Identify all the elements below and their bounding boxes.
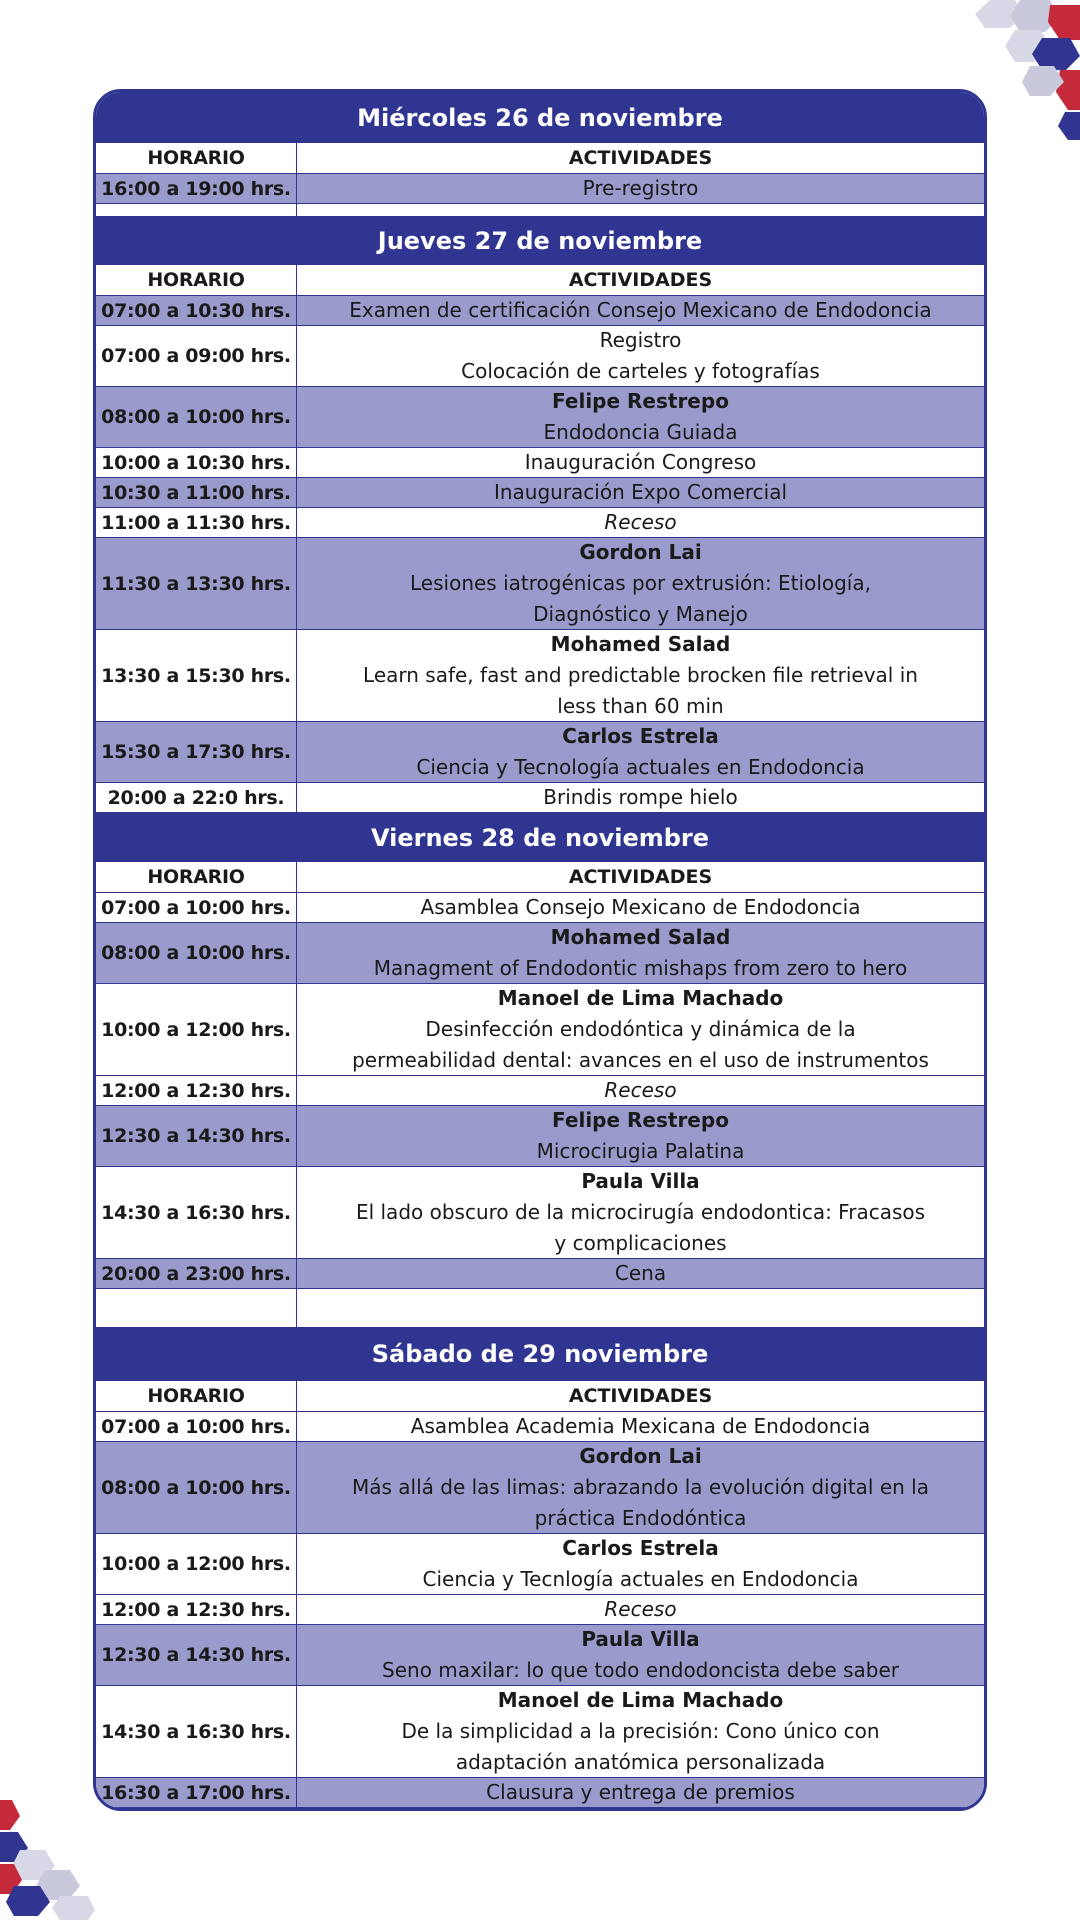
activity-text: less than 60 min <box>557 694 724 718</box>
speaker-name: Manoel de Lima Machado <box>497 986 784 1010</box>
activity-text: práctica Endodóntica <box>534 1506 747 1530</box>
activity-text: El lado obscuro de la microcirugía endodontica: Fracasos <box>355 1200 926 1224</box>
activity-text: Ciencia y Tecnlogía actuales en Endodoncia <box>422 1567 859 1591</box>
speaker-name: Carlos Estrela <box>562 1536 719 1560</box>
schedule-row <box>96 984 984 1076</box>
column-header-time: HORARIO <box>96 862 297 892</box>
speaker-name: Carlos Estrela <box>562 724 719 748</box>
activity-text: Examen de certificación Consejo Mexicano de Endodoncia <box>349 298 932 322</box>
schedule-row <box>96 448 984 478</box>
time-cell: 08:00 a 10:00 hrs. <box>96 387 297 447</box>
time-cell: 08:00 a 10:00 hrs. <box>96 923 297 983</box>
activity-cell <box>297 1259 984 1288</box>
time-cell: 10:00 a 12:00 hrs. <box>96 1534 297 1594</box>
column-header-time: HORARIO <box>96 143 297 173</box>
time-cell: 15:30 a 17:30 hrs. <box>96 722 297 782</box>
activity-cell <box>297 1106 984 1166</box>
spacer-activity-cell <box>297 1289 984 1327</box>
schedule-row <box>96 1442 984 1534</box>
speaker-name: Mohamed Salad <box>550 632 731 656</box>
activity-cell <box>297 984 984 1075</box>
time-cell: 07:00 a 10:00 hrs. <box>96 893 297 922</box>
activity-cell <box>297 893 984 922</box>
activity-text: Registro <box>599 328 682 352</box>
speaker-name: Felipe Restrepo <box>552 1108 729 1132</box>
schedule-row <box>96 326 984 387</box>
schedule-row <box>96 923 984 984</box>
activity-text: Colocación de carteles y fotografías <box>461 359 820 383</box>
activity-text: Desinfección endodóntica y dinámica de la <box>425 1017 856 1041</box>
schedule-row <box>96 783 984 813</box>
activity-cell <box>297 478 984 507</box>
time-cell: 12:00 a 12:30 hrs. <box>96 1076 297 1105</box>
activity-cell <box>297 722 984 782</box>
activity-cell <box>297 448 984 477</box>
schedule-row <box>96 893 984 923</box>
schedule-row <box>96 1778 984 1808</box>
activity-text: Cena <box>614 1261 667 1285</box>
column-header-time: HORARIO <box>96 265 297 295</box>
activity-text: De la simplicidad a la precisión: Cono único con <box>401 1719 880 1743</box>
activity-cell <box>297 923 984 983</box>
activity-text: y complicaciones <box>554 1231 727 1255</box>
speaker-name: Paula Villa <box>581 1627 700 1651</box>
activity-cell <box>297 1778 984 1807</box>
activity-text: Asamblea Academia Mexicana de Endodoncia <box>410 1414 871 1438</box>
column-header-row <box>96 1381 984 1412</box>
column-header-time: HORARIO <box>96 1381 297 1411</box>
activity-cell <box>297 508 984 537</box>
activity-text: Clausura y entrega de premios <box>486 1780 795 1804</box>
schedule-row <box>96 1412 984 1442</box>
schedule-row <box>96 1595 984 1625</box>
time-cell: 11:30 a 13:30 hrs. <box>96 538 297 629</box>
activity-text: Receso <box>604 1078 677 1102</box>
day-header: Sábado de 29 noviembre <box>96 1327 984 1381</box>
speaker-name: Felipe Restrepo <box>552 389 729 413</box>
activity-text: Receso <box>604 510 677 534</box>
activity-cell <box>297 326 984 386</box>
activity-text: Más allá de las limas: abrazando la evolución digital en la <box>351 1475 929 1499</box>
activity-cell <box>297 1686 984 1777</box>
activity-cell <box>297 1167 984 1258</box>
column-header-activity: ACTIVIDADES <box>568 146 713 169</box>
activity-text: Pre-registro <box>582 176 699 200</box>
activity-cell <box>297 1625 984 1685</box>
activity-cell <box>297 1442 984 1533</box>
activity-cell <box>297 538 984 629</box>
schedule-row <box>96 478 984 508</box>
schedule-row <box>96 1534 984 1595</box>
column-header-activity: ACTIVIDADES <box>568 1384 713 1407</box>
activity-cell <box>297 1412 984 1441</box>
schedule-table <box>93 89 987 1811</box>
time-cell: 10:00 a 10:30 hrs. <box>96 448 297 477</box>
activity-text: Diagnóstico y Manejo <box>533 602 748 626</box>
activity-text: Endodoncia Guiada <box>543 420 738 444</box>
time-cell: 07:00 a 10:00 hrs. <box>96 1412 297 1441</box>
day-header: Jueves 27 de noviembre <box>96 216 984 265</box>
time-cell: 20:00 a 23:00 hrs. <box>96 1259 297 1288</box>
column-header-activity: ACTIVIDADES <box>568 268 713 291</box>
activity-cell <box>297 174 984 203</box>
schedule-row <box>96 1106 984 1167</box>
time-cell: 10:00 a 12:00 hrs. <box>96 984 297 1075</box>
activity-text: adaptación anatómica personalizada <box>455 1750 826 1774</box>
schedule-row <box>96 296 984 326</box>
activity-text: Managment of Endodontic mishaps from zero to hero <box>373 956 908 980</box>
schedule-row <box>96 387 984 448</box>
schedule-row <box>96 174 984 204</box>
activity-text: Inauguración Expo Comercial <box>493 480 788 504</box>
time-cell: 13:30 a 15:30 hrs. <box>96 630 297 721</box>
time-cell: 20:00 a 22:0 hrs. <box>96 783 297 812</box>
spacer-row <box>96 1289 984 1327</box>
activity-text: Receso <box>604 1597 677 1621</box>
spacer-time-cell <box>96 1289 297 1327</box>
spacer-row <box>96 204 984 216</box>
time-cell: 16:30 a 17:00 hrs. <box>96 1778 297 1807</box>
decorative-cubes-bottom-left <box>0 1800 95 1920</box>
activity-cell <box>297 630 984 721</box>
activity-text: Learn safe, fast and predictable brocken file retrieval in <box>363 663 918 687</box>
schedule-row <box>96 538 984 630</box>
activity-cell <box>297 296 984 325</box>
schedule-row <box>96 508 984 538</box>
time-cell: 12:30 a 14:30 hrs. <box>96 1106 297 1166</box>
time-cell: 10:30 a 11:00 hrs. <box>96 478 297 507</box>
activity-text: Brindis rompe hielo <box>543 785 738 809</box>
schedule-row <box>96 1625 984 1686</box>
activity-text: Ciencia y Tecnología actuales en Endodoncia <box>416 755 865 779</box>
spacer-time-cell <box>96 204 297 216</box>
column-header-row <box>96 265 984 296</box>
time-cell: 11:00 a 11:30 hrs. <box>96 508 297 537</box>
activity-text: Inauguración Congreso <box>524 450 757 474</box>
day-header: Miércoles 26 de noviembre <box>96 92 984 143</box>
schedule-row <box>96 1167 984 1259</box>
activity-cell <box>297 1595 984 1624</box>
activity-cell <box>297 387 984 447</box>
time-cell: 07:00 a 09:00 hrs. <box>96 326 297 386</box>
speaker-name: Gordon Lai <box>579 540 702 564</box>
speaker-name: Gordon Lai <box>579 1444 702 1468</box>
time-cell: 14:30 a 16:30 hrs. <box>96 1167 297 1258</box>
time-cell: 14:30 a 16:30 hrs. <box>96 1686 297 1777</box>
speaker-name: Mohamed Salad <box>550 925 731 949</box>
spacer-activity-cell <box>297 204 984 216</box>
schedule-row <box>96 630 984 722</box>
speaker-name: Manoel de Lima Machado <box>497 1688 784 1712</box>
activity-text: Seno maxilar: lo que todo endodoncista debe saber <box>382 1658 899 1682</box>
time-cell: 16:00 a 19:00 hrs. <box>96 174 297 203</box>
speaker-name: Paula Villa <box>581 1169 700 1193</box>
time-cell: 12:30 a 14:30 hrs. <box>96 1625 297 1685</box>
schedule-row <box>96 1686 984 1778</box>
activity-text: Lesiones iatrogénicas por extrusión: Etiología, <box>410 571 871 595</box>
time-cell: 12:00 a 12:30 hrs. <box>96 1595 297 1624</box>
activity-text: Asamblea Consejo Mexicano de Endodoncia <box>420 895 861 919</box>
schedule-row <box>96 1259 984 1289</box>
activity-text: Microcirugia Palatina <box>536 1139 745 1163</box>
day-header: Viernes 28 de noviembre <box>96 813 984 862</box>
column-header-activity: ACTIVIDADES <box>568 865 713 888</box>
column-header-row <box>96 143 984 174</box>
schedule-row <box>96 722 984 783</box>
activity-cell <box>297 783 984 812</box>
time-cell: 08:00 a 10:00 hrs. <box>96 1442 297 1533</box>
schedule-row <box>96 1076 984 1106</box>
activity-cell <box>297 1076 984 1105</box>
column-header-row <box>96 862 984 893</box>
time-cell: 07:00 a 10:30 hrs. <box>96 296 297 325</box>
activity-text: permeabilidad dental: avances en el uso de instrumentos <box>352 1048 929 1072</box>
activity-cell <box>297 1534 984 1594</box>
